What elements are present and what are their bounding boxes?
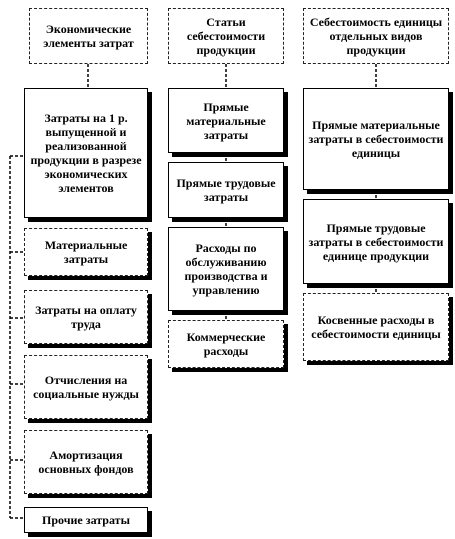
other-costs-element-label: Прочие затраты <box>42 513 130 527</box>
social-contributions-element <box>24 355 148 419</box>
other-costs-element <box>24 507 148 533</box>
direct-labor-costs-item-label: Прямые трудовые затраты <box>176 176 276 204</box>
unit-direct-labor-costs <box>303 199 449 284</box>
commercial-expenses-item <box>168 320 284 368</box>
social-contributions-element-label: Отчисления на социальные нужды <box>33 373 139 401</box>
header-unit-cost <box>303 8 449 64</box>
overhead-costs-item-label: Расходы по обслуживанию производства и управлению <box>184 241 268 297</box>
unit-direct-labor-costs-label: Прямые трудовые затраты в себестоимости единице продукции <box>308 220 444 263</box>
material-costs-element <box>24 228 148 276</box>
labor-costs-element <box>24 290 148 344</box>
header-unit-cost-label: Себестоимость единицы отдельных видов продукции <box>309 15 443 57</box>
depreciation-element-label: Амортизация основных фондов <box>38 448 134 476</box>
cost-per-ruble-label: Затраты на 1 р. выпущенной и реализованной продукции в разрезе экономических элементов <box>30 111 142 195</box>
unit-direct-material-costs-label: Прямые материальные затраты в себестоимости единицы <box>308 118 444 160</box>
direct-labor-costs-item <box>168 162 284 218</box>
unit-indirect-costs-label: Косвенные расходы в себестоимости единицы <box>311 313 441 341</box>
commercial-expenses-item-label: Коммерческие расходы <box>186 330 266 358</box>
direct-material-costs-item <box>168 88 284 153</box>
unit-indirect-costs <box>303 293 449 361</box>
unit-direct-material-costs <box>303 88 449 190</box>
labor-costs-element-label: Затраты на оплату труда <box>35 303 137 331</box>
direct-material-costs-item-label: Прямые материальные затраты <box>186 99 266 142</box>
material-costs-element-label: Материальные затраты <box>44 238 128 266</box>
header-economic-elements <box>29 8 148 64</box>
depreciation-element <box>24 430 148 494</box>
header-cost-items <box>168 8 284 64</box>
overhead-costs-item <box>168 227 284 311</box>
header-cost-items-label: Статьи себестоимости продукции <box>186 15 266 57</box>
header-economic-elements-label: Экономические элементы затрат <box>43 22 134 50</box>
cost-per-ruble-box <box>24 88 148 218</box>
